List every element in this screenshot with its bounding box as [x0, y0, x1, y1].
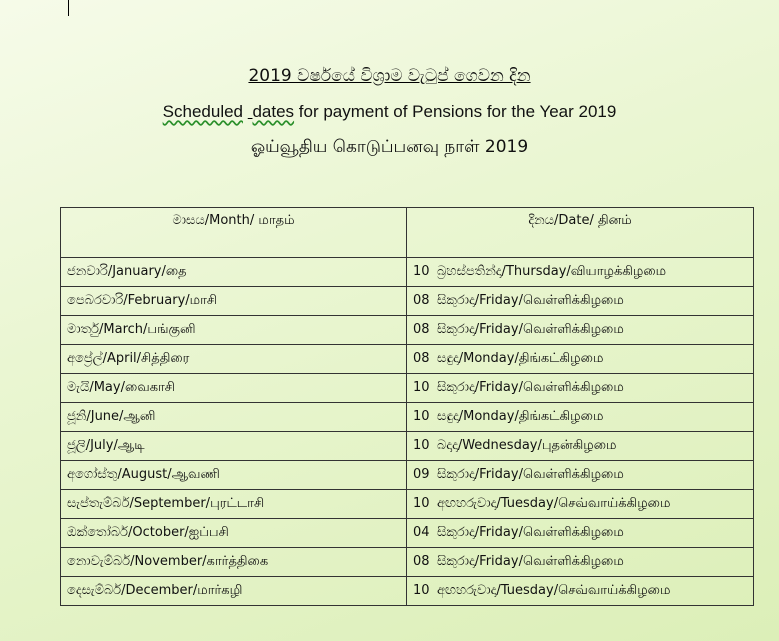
sinhala-title — [0, 66, 779, 86]
date-cell — [407, 432, 754, 461]
date-cell — [407, 519, 754, 548]
day-number: 08 — [413, 293, 430, 308]
month-column-header: මාසය/Month/ மாதம் — [61, 208, 407, 258]
table-row — [61, 519, 754, 548]
date-column-header: දිනය/Date/ தினம் — [407, 208, 754, 258]
day-number: 10 — [413, 380, 430, 395]
table-body — [61, 258, 754, 606]
table-row — [61, 548, 754, 577]
day-number: 10 — [413, 496, 430, 511]
table-row — [61, 577, 754, 606]
day-number: 10 — [413, 409, 430, 424]
table-row — [61, 316, 754, 345]
day-number: 08 — [413, 322, 430, 337]
table-row — [61, 490, 754, 519]
table-row — [61, 258, 754, 287]
weekday-label: සිකුරාදා/Friday/வெள்ளிக்கிழமை — [437, 380, 624, 395]
table-row — [61, 287, 754, 316]
day-number: 10 — [413, 438, 430, 453]
month-cell: පෙබරවාරි/February/மாசி — [61, 287, 407, 316]
table-row — [61, 461, 754, 490]
date-cell — [407, 258, 754, 287]
day-number: 08 — [413, 554, 430, 569]
month-cell: ජූනි/June/ஆனி — [61, 403, 407, 432]
english-title-rest: for payment of Pensions for the Year 2019 — [294, 102, 617, 121]
date-cell — [407, 403, 754, 432]
weekday-label: සඳුදා/Monday/திங்கட்கிழமை — [437, 351, 604, 366]
english-title — [0, 102, 779, 122]
date-cell — [407, 345, 754, 374]
date-cell — [407, 316, 754, 345]
table-header-row — [61, 208, 754, 258]
day-number: 10 — [413, 583, 430, 598]
weekday-label: සිකුරාදා/Friday/வெள்ளிக்கிழமை — [437, 322, 624, 337]
table-row — [61, 403, 754, 432]
month-cell: ජූලි/July/ஆடி — [61, 432, 407, 461]
month-cell: සැප්තැම්බර්/September/புரட்டாசி — [61, 490, 407, 519]
weekday-label: අඟහරුවාදා/Tuesday/செவ்வாய்க்கிழமை — [437, 583, 671, 598]
english-title-scheduled: Scheduled — [162, 102, 243, 121]
date-cell — [407, 287, 754, 316]
pension-schedule-table — [60, 207, 754, 606]
month-cell: ඔක්තෝබර්/October/ஐப்பசி — [61, 519, 407, 548]
tamil-title-text: ஓய்வூதிய கொடுப்பனவு நாள் 2019 — [250, 137, 529, 157]
weekday-label: බ්‍රහස්පතින්දා/Thursday/வியாழக்கிழமை — [437, 264, 667, 279]
month-cell: මාර්තු/March/பங்குனி — [61, 316, 407, 345]
text-cursor — [68, 0, 69, 16]
sinhala-title-text: 2019 වර්ෂයේ විශ්‍රාම වැටුප් ගෙවන දින — [248, 66, 531, 86]
month-cell: ජනවාරි/January/தை — [61, 258, 407, 287]
tamil-title — [0, 137, 779, 159]
weekday-label: සිකුරාදා/Friday/வெள்ளிக்கிழமை — [437, 293, 624, 308]
date-cell — [407, 577, 754, 606]
month-cell: මැයි/May/வைகாசி — [61, 374, 407, 403]
day-number: 04 — [413, 525, 430, 540]
month-cell: අගෝස්තු/August/ஆவணி — [61, 461, 407, 490]
weekday-label: සිකුරාදා/Friday/வெள்ளிக்கிழமை — [437, 554, 624, 569]
table-row — [61, 345, 754, 374]
weekday-label: බදාදා/Wednesday/புதன்கிழமை — [437, 438, 617, 453]
date-cell — [407, 548, 754, 577]
date-cell — [407, 490, 754, 519]
day-number: 10 — [413, 264, 430, 279]
english-title-dates: dates — [252, 102, 295, 121]
table-row — [61, 432, 754, 461]
weekday-label: සිකුරාදා/Friday/வெள்ளிக்கிழமை — [437, 467, 624, 482]
month-cell: අප්‍රේල්/April/சித்திரை — [61, 345, 407, 374]
weekday-label: අඟහරුවාදා/Tuesday/செவ்வாய்க்கிழமை — [437, 496, 671, 511]
date-cell — [407, 461, 754, 490]
month-cell: නොවැම්බර්/November/கார்த்திகை — [61, 548, 407, 577]
table-row — [61, 374, 754, 403]
day-number: 08 — [413, 351, 430, 366]
weekday-label: සඳුදා/Monday/திங்கட்கிழமை — [437, 409, 604, 424]
month-cell: දෙසැම්බර්/December/மார்கழி — [61, 577, 407, 606]
date-cell — [407, 374, 754, 403]
weekday-label: සිකුරාදා/Friday/வெள்ளிக்கிழமை — [437, 525, 624, 540]
day-number: 09 — [413, 467, 430, 482]
